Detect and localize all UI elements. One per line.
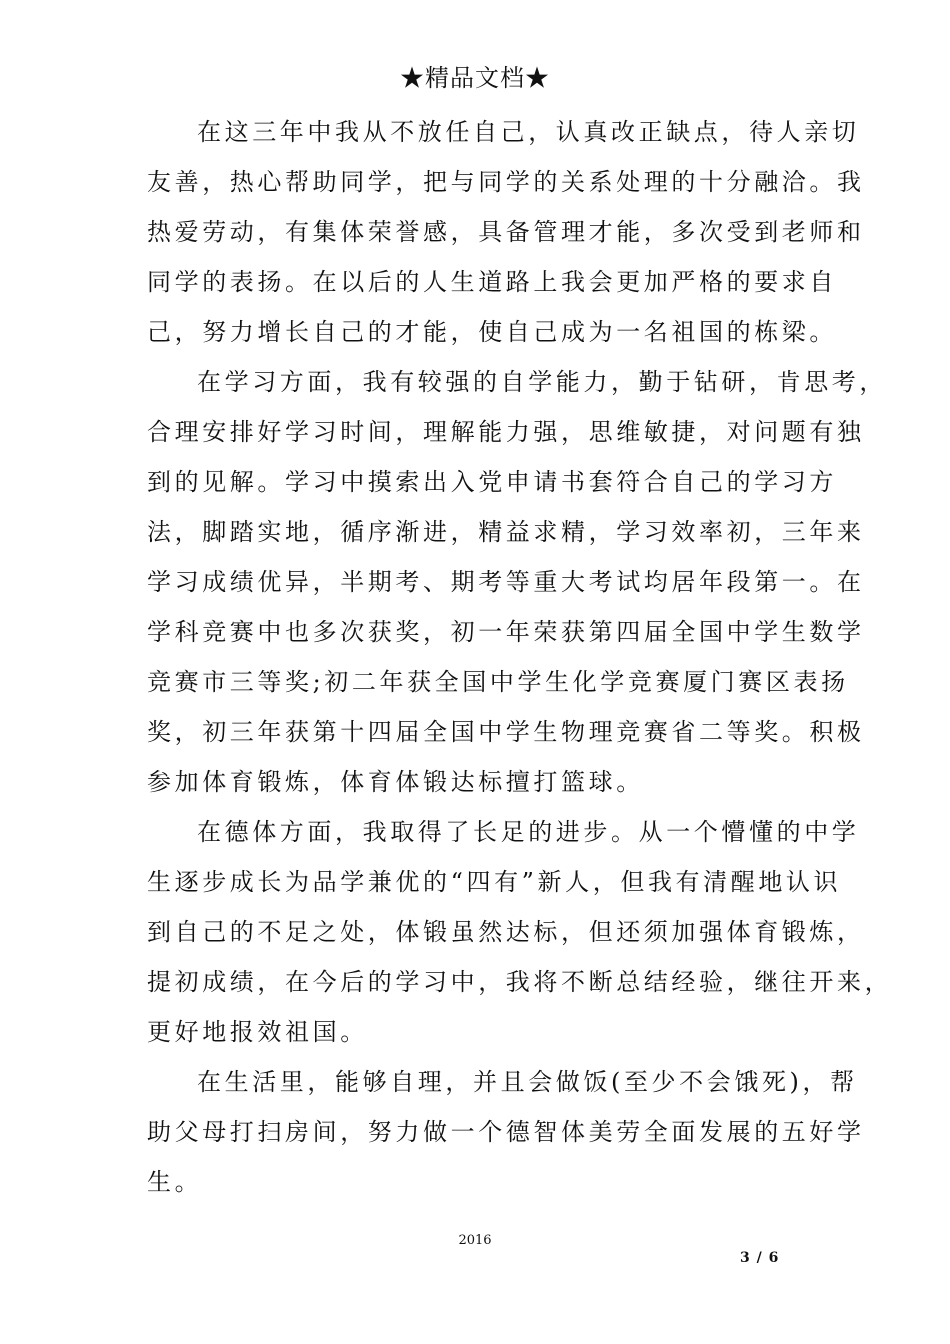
- text-line: 在这三年中我从不放任自己，认真改正缺点，待人亲切: [197, 118, 860, 146]
- paragraph-2: [147, 357, 887, 807]
- text-line: 合理安排好学习时间，理解能力强，思维敏捷，对问题有独: [147, 418, 865, 446]
- paragraph-3: [147, 807, 893, 1057]
- text-line: 学习成绩优异，半期考、期考等重大考试均居年段第一。在: [147, 568, 865, 596]
- text-line: 参加体育锻炼，体育体锻达标擅打篮球。: [147, 768, 644, 796]
- text-line: 到自己的不足之处，体锻虽然达标，但还须加强体育锻炼，: [147, 918, 865, 946]
- text-line: 生逐步成长为品学兼优的“四有”新人，但我有清醒地认识: [147, 868, 842, 896]
- page-number-indicator: 3 / 6: [740, 1250, 780, 1266]
- text-line: 更好地报效祖国。: [147, 1018, 368, 1046]
- paragraph-4: [147, 1057, 865, 1207]
- text-line: 生。: [147, 1168, 203, 1196]
- footer-year: 2016: [458, 1233, 492, 1248]
- text-line: 竞赛市三等奖;初二年获全国中学生化学竞赛厦门赛区表扬: [147, 668, 849, 696]
- text-line: 友善，热心帮助同学，把与同学的关系处理的十分融洽。我: [147, 168, 865, 196]
- document-header-title: ★精品文档★: [400, 64, 550, 92]
- text-line: 助父母打扫房间，努力做一个德智体美劳全面发展的五好学: [147, 1118, 865, 1146]
- text-line: 在德体方面，我取得了长足的进步。从一个懵懂的中学: [197, 818, 860, 846]
- text-line: 同学的表扬。在以后的人生道路上我会更加严格的要求自: [147, 268, 837, 296]
- text-line: 在生活里，能够自理，并且会做饭(至少不会饿死)，帮: [197, 1068, 858, 1096]
- text-line: 法，脚踏实地，循序渐进，精益求精，学习效率初，三年来: [147, 518, 865, 546]
- text-line: 热爱劳动，有集体荣誉感，具备管理才能，多次受到老师和: [147, 218, 865, 246]
- text-line: 学科竞赛中也多次获奖，初一年荣获第四届全国中学生数学: [147, 618, 865, 646]
- text-line: 己，努力增长自己的才能，使自己成为一名祖国的栋梁。: [147, 318, 837, 346]
- text-line: 提初成绩，在今后的学习中，我将不断总结经验，继往开来，: [147, 968, 893, 996]
- document-body: [147, 107, 893, 1207]
- text-line: 在学习方面，我有较强的自学能力，勤于钻研，肯思考，: [197, 368, 887, 396]
- paragraph-1: [147, 107, 865, 357]
- text-line: 奖，初三年获第十四届全国中学生物理竞赛省二等奖。积极: [147, 718, 865, 746]
- text-line: 到的见解。学习中摸索出入党申请书套符合自己的学习方: [147, 468, 837, 496]
